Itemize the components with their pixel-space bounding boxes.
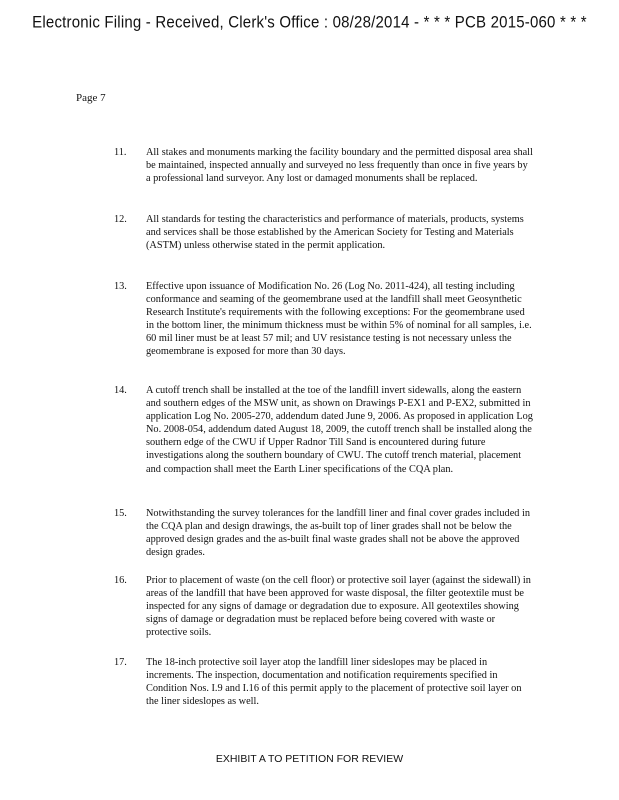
condition-text: All stakes and monuments marking the facility boundary and the permitted disposal area shall be maintained, inspected annually and surveyed no less frequently than once in five years by a professional land surveyor. Any lost or damaged monuments shall be replaced.	[146, 147, 533, 185]
condition-item	[114, 213, 534, 252]
condition-item	[114, 146, 534, 185]
condition-text: A cutoff trench shall be installed at the toe of the landfill invert sidewalls, along the eastern and southern edges of the MSW unit, as shown on Drawings P-EX1 and P-EX2, submitted in application Log No. 2005-270, addendum dated June 9, 2006. As proposed in application Log No. 2008-054, addendum dated August 18, 2009, the cutoff trench shall be installed along the southern edge of the CWU if Upper Radnor Till Sand is encountered during future investigations along the southern boundary of CWU. The cutoff trench material, placement and compaction shall meet the Earth Liner specifications of the CQA plan.	[146, 385, 533, 475]
condition-text: Effective upon issuance of Modification No. 26 (Log No. 2011-424), all testing including conformance and seaming of the geomembrane used at the landfill shall meet Geosynthetic Research Institute's requirements with the following exceptions: For the geomembrane used in the bottom liner, the minimum thickness must be within 5% of nominal for all samples, i.e. 60 mil liner must be at least 57 mil; and UV resistance testing is not necessary unless the geomembrane is exposed for more than 30 days.	[146, 281, 532, 358]
condition-item	[114, 280, 534, 359]
condition-number: 16.	[114, 575, 127, 586]
condition-text: All standards for testing the characteristics and performance of materials, products, systems and services shall be those established by the American Society for Testing and Materials (ASTM) unless otherwise stated in the permit application.	[146, 214, 524, 252]
condition-text: The 18-inch protective soil layer atop the landfill liner sideslopes may be placed in increments. The inspection, documentation and notification requirements specified in Condition Nos. I.9 and I.16 of this permit apply to the placement of protective soil layer on the liner sideslopes as well.	[146, 657, 522, 708]
condition-text: Notwithstanding the survey tolerances for the landfill liner and final cover grades included in the CQA plan and design drawings, the as-built top of liner grades shall not be below the approved design grades and the as-built final waste grades shall not be above the approved design grades.	[146, 508, 531, 559]
exhibit-footer: EXHIBIT A TO PETITION FOR REVIEW	[215, 753, 404, 765]
condition-item	[114, 656, 534, 708]
condition-number: 11.	[114, 147, 127, 158]
condition-item	[114, 384, 534, 476]
condition-text: Prior to placement of waste (on the cell floor) or protective soil layer (against the sidewall) in areas of the landfill that have been approved for waste disposal, the filter geotextile must be inspected for any signs of damage or degradation due to exposure. All geotextiles showing signs of damage or degradation must be replaced before being covered with waste or protective soils.	[146, 575, 531, 639]
condition-number: 12.	[114, 214, 127, 225]
condition-item	[114, 507, 534, 559]
condition-number: 13.	[114, 281, 127, 292]
condition-number: 17.	[114, 657, 127, 668]
condition-item	[114, 574, 534, 639]
page-number: Page 7	[76, 92, 106, 104]
condition-number: 14.	[114, 385, 127, 396]
filing-stamp-header: Electronic Filing - Received, Clerk's Office : 08/28/2014 - * * * PCB 2015-060 * * *	[32, 12, 587, 33]
condition-number: 15.	[114, 508, 127, 519]
